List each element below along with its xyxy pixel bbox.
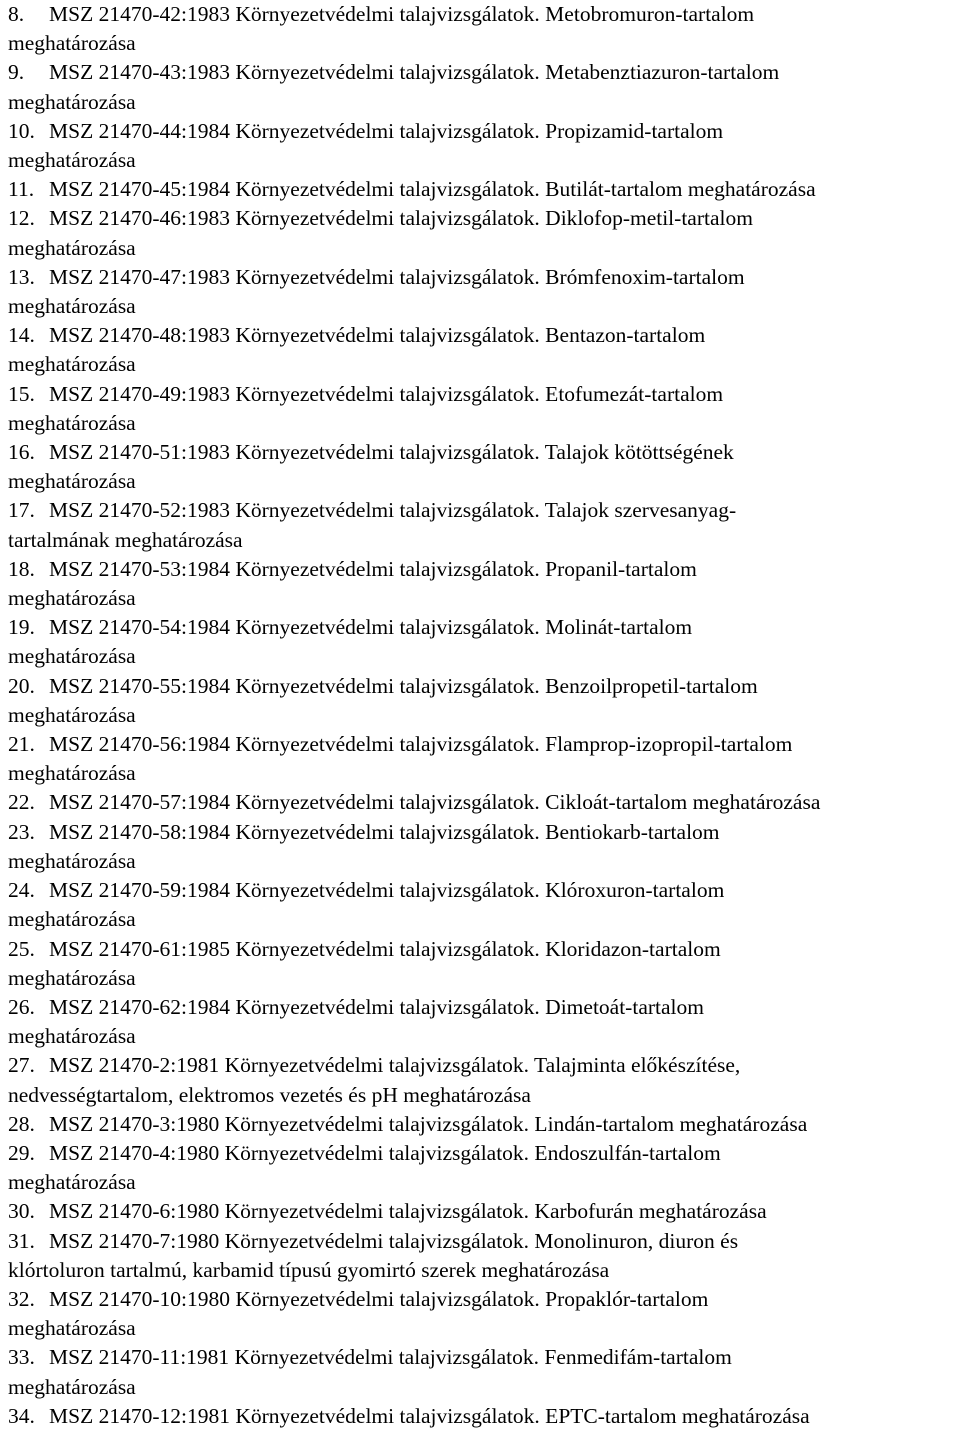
item-text: MSZ 21470-10:1980 Környezetvédelmi talajvizsgálatok. Propaklór-tartalom: [49, 1286, 709, 1311]
item-number: 11.: [8, 177, 35, 202]
item-text-continuation: meghatározása: [8, 848, 136, 873]
item-text: MSZ 21470-49:1983 Környezetvédelmi talajvizsgálatok. Etofumezát-tartalom: [49, 381, 724, 406]
item-number: 17.: [8, 498, 35, 523]
item-number: 32.: [8, 1286, 35, 1311]
item-text: MSZ 21470-43:1983 Környezetvédelmi talajvizsgálatok. Metabenztiazuron-tartalom: [49, 60, 780, 85]
standard-list-item: [8, 1227, 960, 1285]
item-number: 12.: [8, 206, 35, 231]
standard-list-item: [8, 1139, 960, 1197]
item-text: MSZ 21470-62:1984 Környezetvédelmi talajvizsgálatok. Dimetoát-tartalom: [49, 994, 704, 1019]
item-number: 26.: [8, 994, 35, 1019]
item-text: MSZ 21470-56:1984 Környezetvédelmi talajvizsgálatok. Flamprop-izopropil-tartalom: [49, 732, 793, 757]
standard-list-item: [8, 321, 960, 379]
item-number: 21.: [8, 732, 35, 757]
standard-list-item: [8, 818, 960, 876]
item-number: 33.: [8, 1345, 35, 1370]
item-text: MSZ 21470-48:1983 Környezetvédelmi talajvizsgálatok. Bentazon-tartalom: [49, 323, 706, 348]
item-text: MSZ 21470-4:1980 Környezetvédelmi talajvizsgálatok. Endoszulfán-tartalom: [49, 1140, 721, 1165]
item-number: 28.: [8, 1111, 35, 1136]
item-text: MSZ 21470-57:1984 Környezetvédelmi talajvizsgálatok. Cikloát-tartalom meghatározása: [49, 790, 821, 815]
standard-list-item: [8, 993, 960, 1051]
item-text-continuation: meghatározása: [8, 469, 136, 494]
item-text-continuation: meghatározása: [8, 1170, 136, 1195]
item-text-continuation: meghatározása: [8, 235, 136, 260]
item-number: 13.: [8, 264, 35, 289]
item-number: 23.: [8, 819, 35, 844]
standard-list-item: [8, 380, 960, 438]
item-text: MSZ 21470-53:1984 Környezetvédelmi talajvizsgálatok. Propanil-tartalom: [49, 556, 697, 581]
standard-list-item: [8, 117, 960, 175]
document-page: [8, 0, 960, 1431]
standard-list-item: [8, 1197, 960, 1226]
item-text: MSZ 21470-55:1984 Környezetvédelmi talajvizsgálatok. Benzoilpropetil-tartalom: [49, 673, 758, 698]
item-number: 29.: [8, 1140, 35, 1165]
item-number: 16.: [8, 440, 35, 465]
item-text-continuation: meghatározása: [8, 352, 136, 377]
standard-list-item: [8, 1110, 960, 1139]
standard-list-item: [8, 263, 960, 321]
item-text: MSZ 21470-7:1980 Környezetvédelmi talajvizsgálatok. Monolinuron, diuron és: [49, 1228, 739, 1253]
standard-list-item: [8, 730, 960, 788]
item-text-continuation: meghatározása: [8, 89, 136, 114]
item-text-continuation: klórtoluron tartalmú, karbamid típusú gyomirtó szerek meghatározása: [8, 1257, 610, 1282]
item-text: MSZ 21470-2:1981 Környezetvédelmi talajvizsgálatok. Talajminta előkészítése,: [49, 1053, 741, 1078]
item-text: MSZ 21470-58:1984 Környezetvédelmi talajvizsgálatok. Bentiokarb-tartalom: [49, 819, 720, 844]
item-text: MSZ 21470-46:1983 Környezetvédelmi talajvizsgálatok. Diklofop-metil-tartalom: [49, 206, 753, 231]
item-number: 34.: [8, 1403, 35, 1428]
item-text-continuation: meghatározása: [8, 1374, 136, 1399]
item-number: 27.: [8, 1053, 35, 1078]
item-text-continuation: meghatározása: [8, 965, 136, 990]
item-text-continuation: meghatározása: [8, 1316, 136, 1341]
item-text: MSZ 21470-59:1984 Környezetvédelmi talajvizsgálatok. Klóroxuron-tartalom: [49, 878, 725, 903]
item-number: 20.: [8, 673, 35, 698]
standard-list-item: [8, 935, 960, 993]
item-number: 31.: [8, 1228, 35, 1253]
item-text: MSZ 21470-3:1980 Környezetvédelmi talajvizsgálatok. Lindán-tartalom meghatározása: [49, 1111, 808, 1136]
standard-list-item: [8, 555, 960, 613]
item-text: MSZ 21470-54:1984 Környezetvédelmi talajvizsgálatok. Molinát-tartalom: [49, 615, 693, 640]
standard-list-item: [8, 1285, 960, 1343]
item-text-continuation: meghatározása: [8, 644, 136, 669]
item-text-continuation: meghatározása: [8, 410, 136, 435]
item-text-continuation: meghatározása: [8, 761, 136, 786]
standard-list-item: [8, 1343, 960, 1401]
standard-list-item: [8, 876, 960, 934]
standard-list-item: [8, 58, 960, 116]
item-number: 14.: [8, 323, 35, 348]
item-number: 10.: [8, 118, 35, 143]
item-text-continuation: meghatározása: [8, 148, 136, 173]
item-text-continuation: meghatározása: [8, 31, 136, 56]
item-text: MSZ 21470-51:1983 Környezetvédelmi talajvizsgálatok. Talajok kötöttségének: [49, 440, 734, 465]
standard-list-item: [8, 496, 960, 554]
item-number: 19.: [8, 615, 35, 640]
standard-list-item: [8, 204, 960, 262]
item-text-continuation: meghatározása: [8, 586, 136, 611]
item-number: 22.: [8, 790, 35, 815]
item-number: 9.: [8, 60, 25, 85]
standard-list-item: [8, 672, 960, 730]
standard-list-item: [8, 1402, 960, 1431]
standard-list-item: [8, 613, 960, 671]
item-text: MSZ 21470-11:1981 Környezetvédelmi talajvizsgálatok. Fenmedifám-tartalom: [49, 1345, 732, 1370]
item-text: MSZ 21470-61:1985 Környezetvédelmi talajvizsgálatok. Kloridazon-tartalom: [49, 936, 721, 961]
item-text-continuation: nedvességtartalom, elektromos vezetés és pH meghatározása: [8, 1082, 531, 1107]
standard-list-item: [8, 438, 960, 496]
standard-list-item: [8, 175, 960, 204]
item-number: 24.: [8, 878, 35, 903]
item-text: MSZ 21470-44:1984 Környezetvédelmi talajvizsgálatok. Propizamid-tartalom: [49, 118, 724, 143]
item-text: MSZ 21470-52:1983 Környezetvédelmi talajvizsgálatok. Talajok szervesanyag-: [49, 498, 737, 523]
item-number: 15.: [8, 381, 35, 406]
item-text-continuation: meghatározása: [8, 702, 136, 727]
item-number: 8.: [8, 2, 25, 26]
standard-list-item: [8, 788, 960, 817]
item-text: MSZ 21470-47:1983 Környezetvédelmi talajvizsgálatok. Brómfenoxim-tartalom: [49, 264, 745, 289]
standard-list-item: [8, 1051, 960, 1109]
item-text: MSZ 21470-45:1984 Környezetvédelmi talajvizsgálatok. Butilát-tartalom meghatározása: [49, 177, 816, 202]
item-number: 30.: [8, 1199, 35, 1224]
item-text-continuation: meghatározása: [8, 294, 136, 319]
item-text: MSZ 21470-6:1980 Környezetvédelmi talajvizsgálatok. Karbofurán meghatározása: [49, 1199, 767, 1224]
item-text: MSZ 21470-12:1981 Környezetvédelmi talajvizsgálatok. EPTC-tartalom meghatározása: [49, 1403, 810, 1428]
item-number: 25.: [8, 936, 35, 961]
item-text: MSZ 21470-42:1983 Környezetvédelmi talajvizsgálatok. Metobromuron-tartalom: [49, 2, 755, 26]
item-number: 18.: [8, 556, 35, 581]
standard-list-item: [8, 0, 960, 58]
item-text-continuation: tartalmának meghatározása: [8, 527, 243, 552]
item-text-continuation: meghatározása: [8, 1024, 136, 1049]
item-text-continuation: meghatározása: [8, 907, 136, 932]
